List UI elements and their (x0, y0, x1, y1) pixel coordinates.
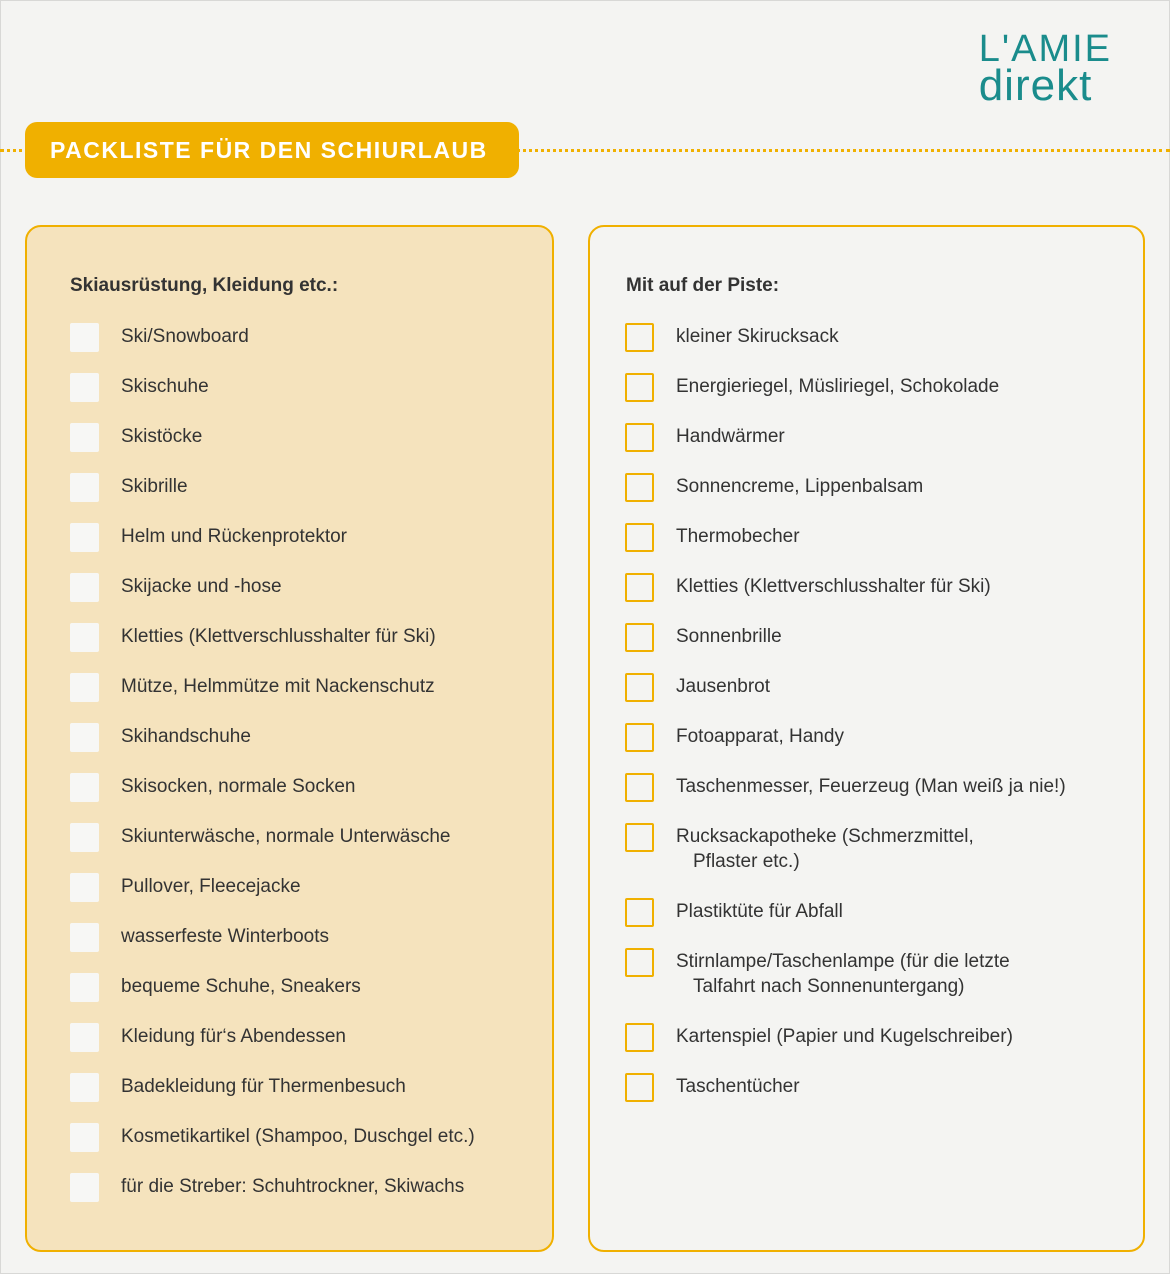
checklist-item-label: Badekleidung für Thermenbesuch (121, 1076, 406, 1097)
checklist-item-line1: Taschenmesser, Feuerzeug (Man weiß ja nie!) (676, 776, 1066, 797)
checklist-item (625, 771, 1066, 821)
checklist-item-line2: Pflaster etc.) (693, 851, 800, 872)
checklist-item (70, 1121, 475, 1171)
checkbox[interactable] (70, 873, 99, 902)
checklist-item (70, 521, 475, 571)
checkbox[interactable] (625, 723, 654, 752)
checklist-item-label: Kleidung für‘s Abendessen (121, 1026, 346, 1047)
checklist-item-label: Skistöcke (121, 426, 203, 447)
checklist-item (625, 1071, 1066, 1121)
checklist-item (70, 671, 475, 721)
checklist-item-line1: Fotoapparat, Handy (676, 726, 844, 747)
checkbox[interactable] (70, 973, 99, 1002)
checkbox[interactable] (70, 1123, 99, 1152)
checklist-item (70, 821, 475, 871)
checkbox[interactable] (70, 523, 99, 552)
section-heading-slope: Mit auf der Piste: (626, 275, 780, 296)
checklist-item (70, 471, 475, 521)
checklist-item-label (676, 821, 974, 874)
checklist-item (625, 621, 1066, 671)
checklist-item (625, 721, 1066, 771)
checkbox[interactable] (625, 623, 654, 652)
checkbox[interactable] (70, 1023, 99, 1052)
checkbox[interactable] (70, 573, 99, 602)
checkbox[interactable] (70, 423, 99, 452)
checklist-item-label: Mütze, Helmmütze mit Nackenschutz (121, 676, 435, 697)
checkbox[interactable] (625, 898, 654, 927)
checklist-item-label: Kosmetikartikel (Shampoo, Duschgel etc.) (121, 1126, 475, 1147)
checklist-item-label: bequeme Schuhe, Sneakers (121, 976, 361, 997)
checklist-item (70, 921, 475, 971)
checklist-item-label: Skijacke und -hose (121, 576, 282, 597)
checkbox[interactable] (70, 923, 99, 952)
checklist-item-label: Skischuhe (121, 376, 209, 397)
checklist-item-label: wasserfeste Winterboots (121, 926, 330, 947)
checklist-item (625, 371, 1066, 421)
checklist-item-line1: Kartenspiel (Papier und Kugelschreiber) (676, 1026, 1013, 1047)
checklist-item-label (676, 896, 843, 924)
checkbox[interactable] (625, 1073, 654, 1102)
checklist-item-line2: Talfahrt nach Sonnenuntergang) (693, 976, 965, 997)
checkbox[interactable] (70, 623, 99, 652)
checklist-item (70, 971, 475, 1021)
checkbox[interactable] (625, 473, 654, 502)
checklist-item (70, 321, 475, 371)
checkbox[interactable] (70, 723, 99, 752)
checkbox[interactable] (625, 773, 654, 802)
checklist-item-line1: Kletties (Klettverschlusshalter für Ski) (676, 576, 991, 597)
checklist-item-line1: Handwärmer (676, 426, 785, 447)
checklist-item-label (676, 771, 1066, 799)
checklist-item (625, 946, 1066, 1021)
checklist-item-line1: Rucksackapotheke (Schmerzmittel, (676, 826, 974, 847)
checklist-item-label: Ski/Snowboard (121, 326, 249, 347)
checkbox[interactable] (625, 673, 654, 702)
checklist-item-label (676, 571, 991, 599)
checkbox[interactable] (70, 1073, 99, 1102)
checklist-item-label (676, 321, 839, 349)
checkbox[interactable] (625, 323, 654, 352)
brand-logo-line2: direkt (978, 61, 1093, 110)
page-title (25, 122, 519, 178)
checkbox[interactable] (70, 823, 99, 852)
checkbox[interactable] (625, 573, 654, 602)
checkbox[interactable] (625, 423, 654, 452)
checkbox[interactable] (625, 373, 654, 402)
brand-logo-line1: L'AMIE (978, 28, 1112, 70)
checklist-item (625, 571, 1066, 621)
checklist-item-label: Helm und Rückenprotektor (121, 526, 347, 547)
checklist-item (70, 771, 475, 821)
checkbox[interactable] (70, 773, 99, 802)
on-the-slope-card (588, 225, 1145, 1252)
checklist-item (70, 721, 475, 771)
checkbox[interactable] (70, 673, 99, 702)
checkbox[interactable] (625, 948, 654, 977)
checklist-item-label: Pullover, Fleecejacke (121, 876, 301, 897)
checklist-item (625, 521, 1066, 571)
checklist-item-label (676, 721, 844, 749)
checklist-item-label: für die Streber: Schuhtrockner, Skiwachs (121, 1176, 465, 1197)
checkbox[interactable] (70, 323, 99, 352)
checklist-item (625, 421, 1066, 471)
equipment-clothing-card (25, 225, 554, 1252)
checklist-item (70, 871, 475, 921)
checkbox[interactable] (70, 373, 99, 402)
checklist-item-label (676, 671, 770, 699)
checklist-item-label: Skisocken, normale Socken (121, 776, 356, 797)
checklist-item-line1: Sonnencreme, Lippenbalsam (676, 476, 924, 497)
checkbox[interactable] (70, 1173, 99, 1202)
checklist-item-line1: kleiner Skirucksack (676, 326, 839, 347)
checklist-item (625, 321, 1066, 371)
checklist-item-line1: Taschentücher (676, 1076, 800, 1097)
checkbox[interactable] (70, 473, 99, 502)
checklist-item-label (676, 946, 1010, 999)
checklist-item-line1: Stirnlampe/Taschenlampe (für die letzte (676, 951, 1010, 972)
checklist-item (625, 821, 1066, 896)
checklist-item-line1: Thermobecher (676, 526, 800, 547)
checklist-item (625, 1021, 1066, 1071)
checklist-item (70, 571, 475, 621)
checklist-item-line1: Plastiktüte für Abfall (676, 901, 843, 922)
checklist-item-label (676, 521, 800, 549)
checkbox[interactable] (625, 823, 654, 852)
checklist-item (70, 421, 475, 471)
checklist-item-label: Skihandschuhe (121, 726, 251, 747)
checklist-item-label (676, 1021, 1013, 1049)
checklist-item (70, 621, 475, 671)
checklist-item-label (676, 471, 923, 499)
checklist-item-label: Skibrille (121, 476, 188, 497)
equipment-checklist (70, 321, 475, 1221)
checklist-item-label: Skiunterwäsche, normale Unterwäsche (121, 826, 451, 847)
checklist-item-line1: Jausenbrot (676, 676, 771, 697)
checklist-item (625, 671, 1066, 721)
checklist-item-label (676, 371, 999, 399)
brand-logo (979, 30, 1112, 108)
checkbox[interactable] (625, 523, 654, 552)
checklist-item-label (676, 1071, 800, 1099)
checklist-item (70, 1021, 475, 1071)
checklist-item-label (676, 421, 785, 449)
checklist-item-label (676, 621, 782, 649)
checklist-item (70, 1071, 475, 1121)
checklist-item (625, 471, 1066, 521)
slope-checklist (625, 321, 1066, 1121)
checklist-item (70, 1171, 475, 1221)
checklist-item (70, 371, 475, 421)
checklist-item-label: Kletties (Klettverschlusshalter für Ski) (121, 626, 436, 647)
checklist-item-line1: Sonnenbrille (676, 626, 782, 647)
page-title-text: PACKLISTE FÜR DEN SCHIURLAUB (50, 136, 488, 163)
checklist-item-line1: Energieriegel, Müsliriegel, Schokolade (676, 376, 1000, 397)
section-heading-equipment: Skiausrüstung, Kleidung etc.: (70, 275, 339, 296)
checklist-item (625, 896, 1066, 946)
checkbox[interactable] (625, 1023, 654, 1052)
